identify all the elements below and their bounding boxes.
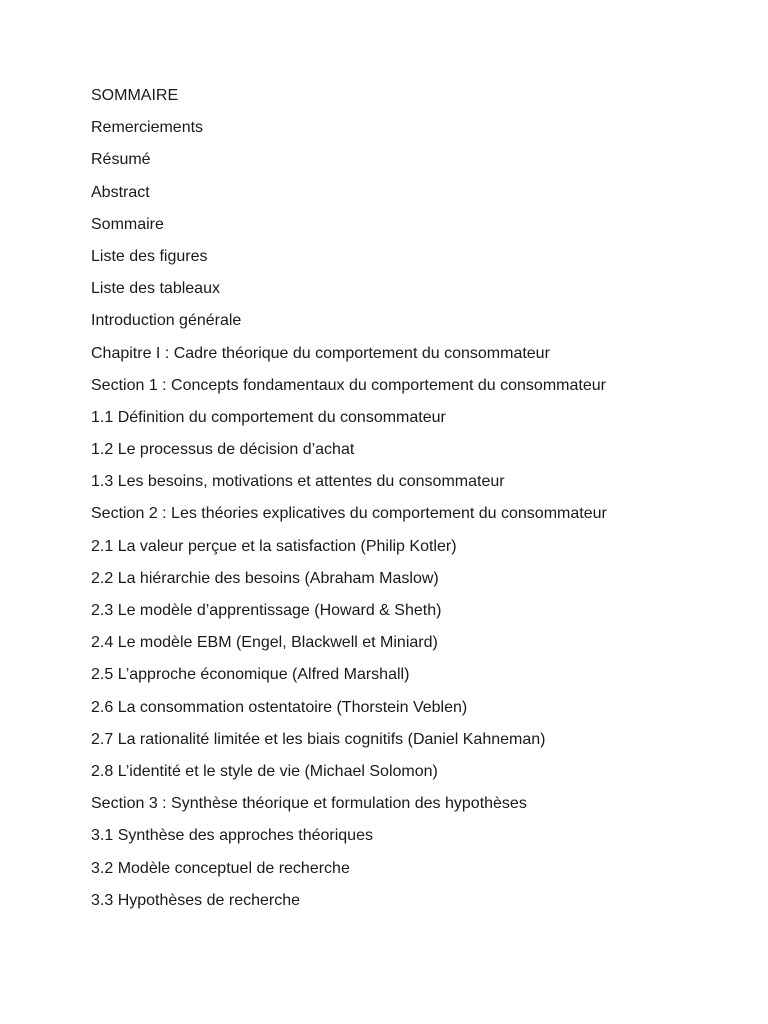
toc-entry: Section 1 : Concepts fondamentaux du comportement du consommateur	[91, 376, 606, 394]
toc-entry: 2.6 La consommation ostentatoire (Thorstein Veblen)	[91, 698, 468, 716]
toc-entry: 2.1 La valeur perçue et la satisfaction (Philip Kotler)	[91, 537, 457, 555]
table-of-contents	[91, 85, 731, 922]
toc-entry: 2.8 L’identité et le style de vie (Michael Solomon)	[91, 762, 438, 780]
toc-entry: 2.7 La rationalité limitée et les biais cognitifs (Daniel Kahneman)	[91, 730, 546, 748]
toc-entry: 1.3 Les besoins, motivations et attentes du consommateur	[91, 473, 505, 491]
toc-entry: Section 3 : Synthèse théorique et formulation des hypothèses	[91, 795, 527, 813]
toc-entry: 3.3 Hypothèses de recherche	[91, 891, 301, 909]
toc-entry: 3.2 Modèle conceptuel de recherche	[91, 859, 350, 877]
toc-entry: 2.5 L’approche économique (Alfred Marshall)	[91, 666, 410, 684]
toc-entry: 3.1 Synthèse des approches théoriques	[91, 827, 373, 845]
toc-entry: Abstract	[91, 183, 150, 201]
toc-entry: Sommaire	[91, 215, 164, 233]
toc-entry: 2.3 Le modèle d’apprentissage (Howard & Sheth)	[91, 602, 442, 619]
toc-title: SOMMAIRE	[91, 87, 179, 104]
toc-entry: Liste des tableaux	[91, 280, 220, 298]
toc-entry: Introduction générale	[91, 312, 242, 330]
toc-entry: Liste des figures	[91, 247, 208, 265]
toc-entry: Section 2 : Les théories explicatives du comportement du consommateur	[91, 505, 607, 523]
toc-entry: 2.2 La hiérarchie des besoins (Abraham Maslow)	[91, 569, 439, 587]
toc-entry: 2.4 Le modèle EBM (Engel, Blackwell et Miniard)	[91, 634, 438, 652]
toc-entry: 1.1 Définition du comportement du consommateur	[91, 408, 446, 426]
toc-entry: Chapitre I : Cadre théorique du comportement du consommateur	[91, 344, 550, 362]
toc-entry: Résumé	[91, 151, 151, 169]
toc-entry: 1.2 Le processus de décision d’achat	[91, 441, 355, 459]
toc-entry: Remerciements	[91, 119, 204, 137]
